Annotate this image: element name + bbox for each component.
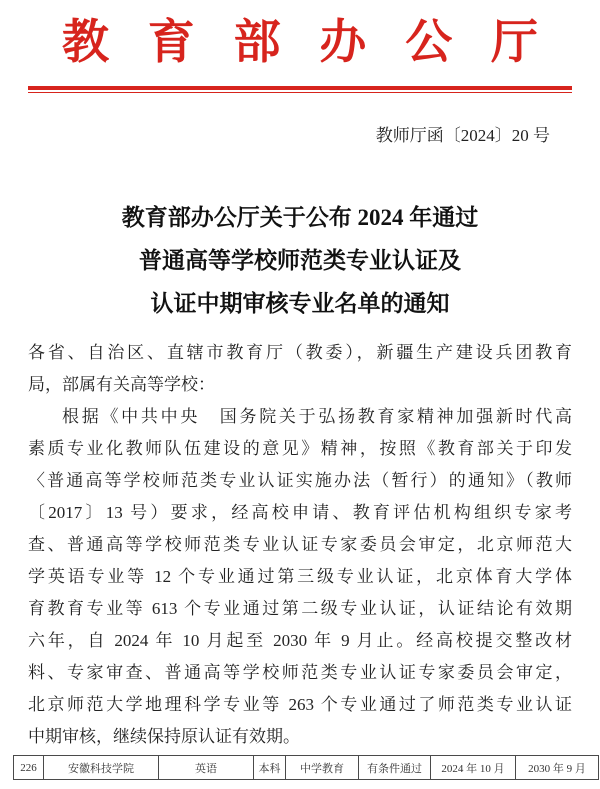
cell-school: 安徽科技学院	[44, 756, 159, 780]
body-line: 查、普通高等学校师范类专业认证专家委员会审定，北京师范大	[28, 535, 572, 554]
body-line: 北京师范大学地理科学专业等 263 个专业通过了师范类专业认证	[28, 695, 572, 714]
body-line: 〈普通高等学校师范类专业认证实施办法（暂行）的通知》（教师	[28, 471, 572, 490]
cell-serial: 226	[14, 756, 44, 780]
letterhead-rule-thin	[28, 92, 572, 93]
body-line: 中期审核，继续保持原认证有效期。	[28, 727, 300, 746]
cell-major: 英语	[159, 756, 254, 780]
accreditation-list-table	[13, 755, 599, 780]
document-title-line-1: 教育部办公厅关于公布 2024 年通过	[121, 205, 479, 230]
cell-conclusion: 有条件通过	[359, 756, 431, 780]
letterhead-agency-title: 教 育 部 办 公 厅	[62, 17, 538, 69]
cell-level: 本科	[254, 756, 286, 780]
document-title-line-2: 普通高等学校师范类专业认证及	[139, 248, 461, 273]
cell-valid-from: 2024 年 10 月	[431, 756, 516, 780]
body-line: 料、专家审查、普通高等学校师范类专业认证专家委员会审定，	[28, 663, 572, 682]
body-line: 素质专业化教师队伍建设的意见》精神，按照《教育部关于印发	[28, 439, 572, 458]
document-title-line-3: 认证中期审核专业名单的通知	[150, 291, 450, 316]
letterhead-rule-thick	[28, 86, 572, 90]
body-line: 学英语专业等 12 个专业通过第三级专业认证，北京体育大学体	[28, 567, 572, 586]
body-line: 根据《中共中央 国务院关于弘扬教育家精神加强新时代高	[62, 407, 572, 426]
table-row	[14, 756, 599, 780]
cell-category: 中学教育	[286, 756, 359, 780]
cell-valid-to: 2030 年 9 月	[516, 756, 599, 780]
body-line: 各省、自治区、直辖市教育厅（教委），新疆生产建设兵团教育	[28, 343, 572, 362]
body-line: 〔2017〕13 号）要求，经高校申请、教育评估机构组织专家考	[28, 503, 572, 522]
document-number: 教师厅函〔2024〕20 号	[375, 126, 550, 145]
body-text	[28, 337, 572, 753]
body-line: 局，部属有关高等学校：	[28, 375, 215, 394]
body-line: 育教育专业等 613 个专业通过第二级专业认证，认证结论有效期	[28, 599, 572, 618]
document-title	[0, 196, 600, 325]
body-line: 六年，自 2024 年 10 月起至 2030 年 9 月止。经高校提交整改材	[28, 631, 572, 650]
